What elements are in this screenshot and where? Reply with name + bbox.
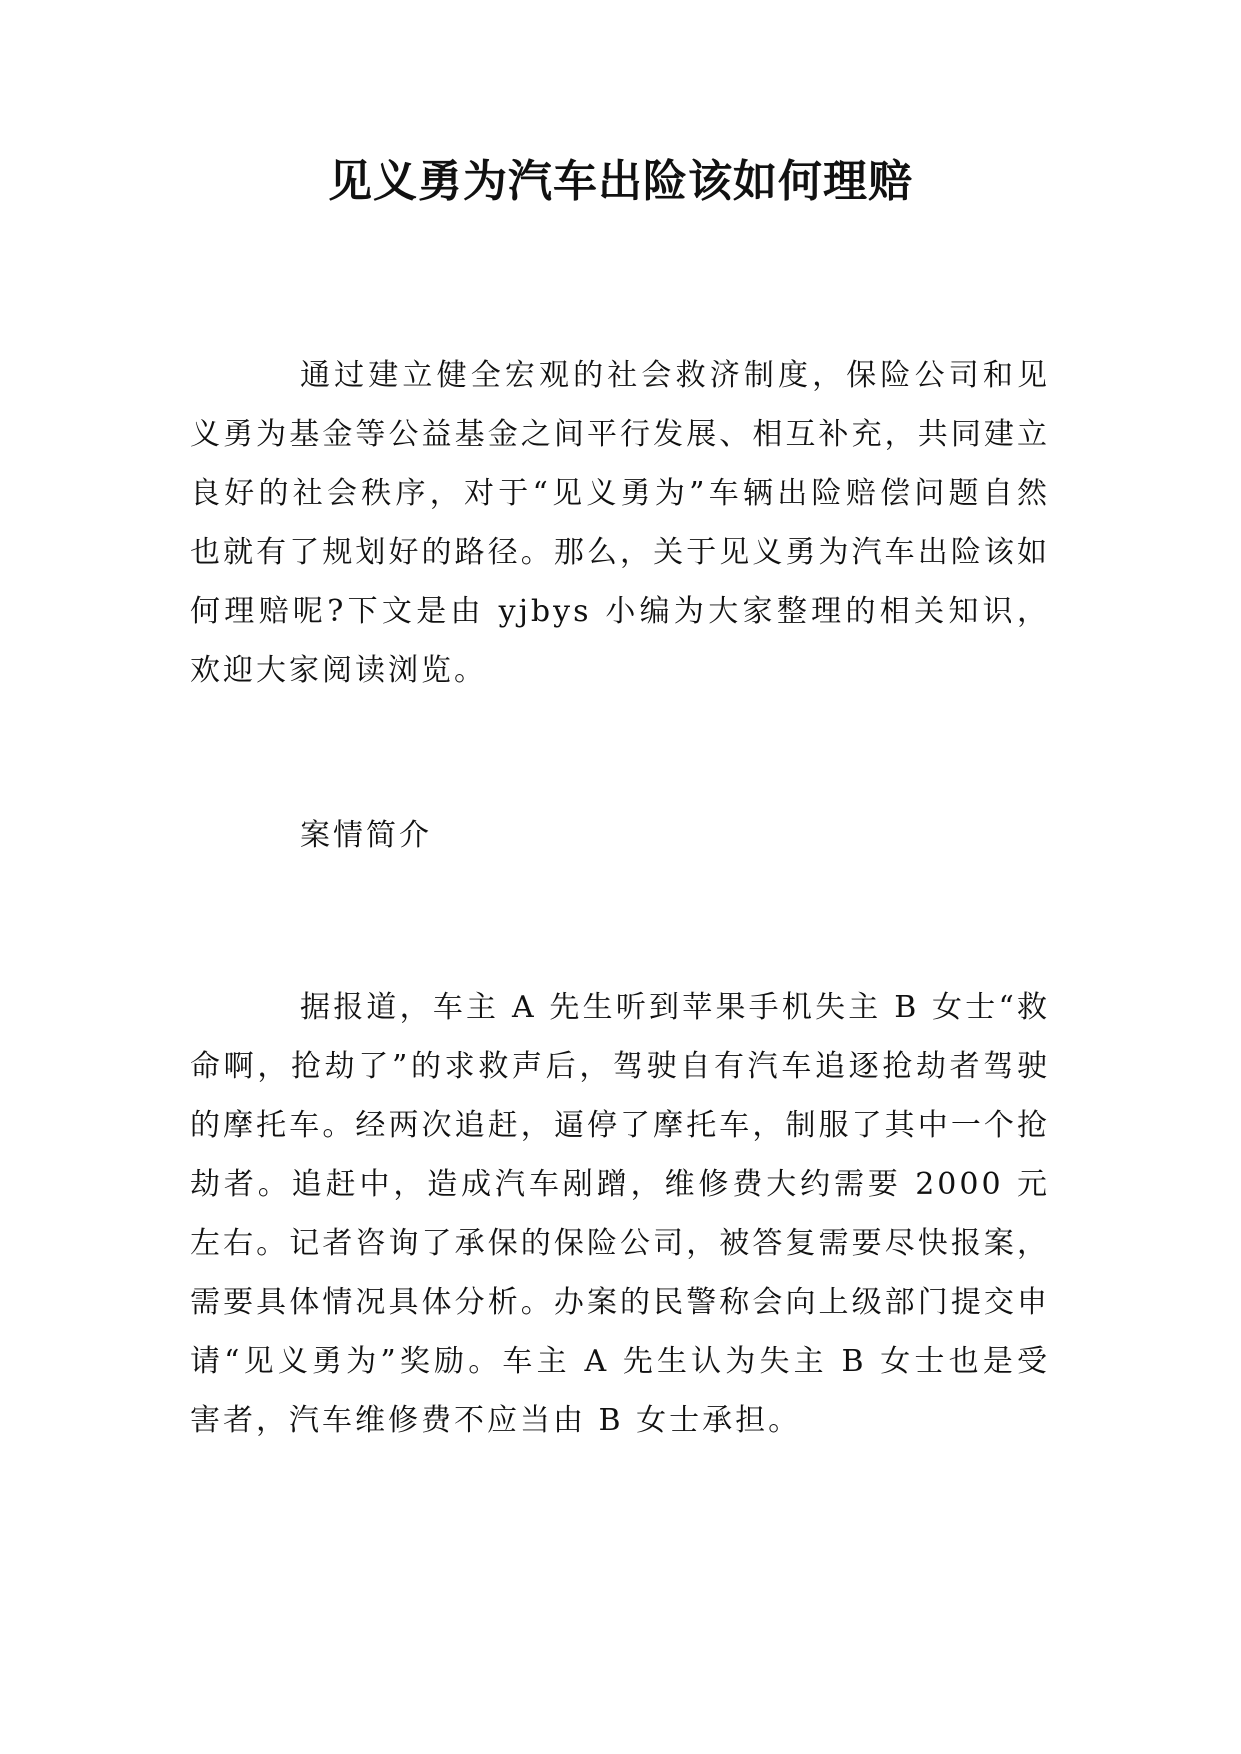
document-title: 见义勇为汽车出险该如何理赔 bbox=[328, 156, 913, 207]
intro-paragraph: 通过建立健全宏观的社会救济制度，保险公司和见义勇为基金等公益基金之间平行发展、相互补充，共同建立良好的社会秩序，对于“见义勇为”车辆出险赔偿问题自然也就有了规划好的路径。那么，关于见义勇为汽车出险该如何理赔呢?下文是由 yjbys 小编为大家整理的相关知识，欢迎大家阅读浏览。 bbox=[190, 358, 1050, 688]
case-paragraph: 据报道，车主 A 先生听到苹果手机失主 B 女士“救命啊，抢劫了”的求救声后，驾驶自有汽车追逐抢劫者驾驶的摩托车。经两次追赶，逼停了摩托车，制服了其中一个抢劫者。追赶中，造成汽车剐蹭，维修费大约需要 2000 元左右。记者咨询了承保的保险公司，被答复需要尽快报案，需要具体情况具体分析。办案的民警称会向上级部门提交申请“见义勇为”奖励。车主 A 先生认为失主 B 女士也是受害者，汽车维修费不应当由 B 女士承担。 bbox=[190, 990, 1050, 1438]
section-heading: 案情简介 bbox=[300, 818, 432, 853]
